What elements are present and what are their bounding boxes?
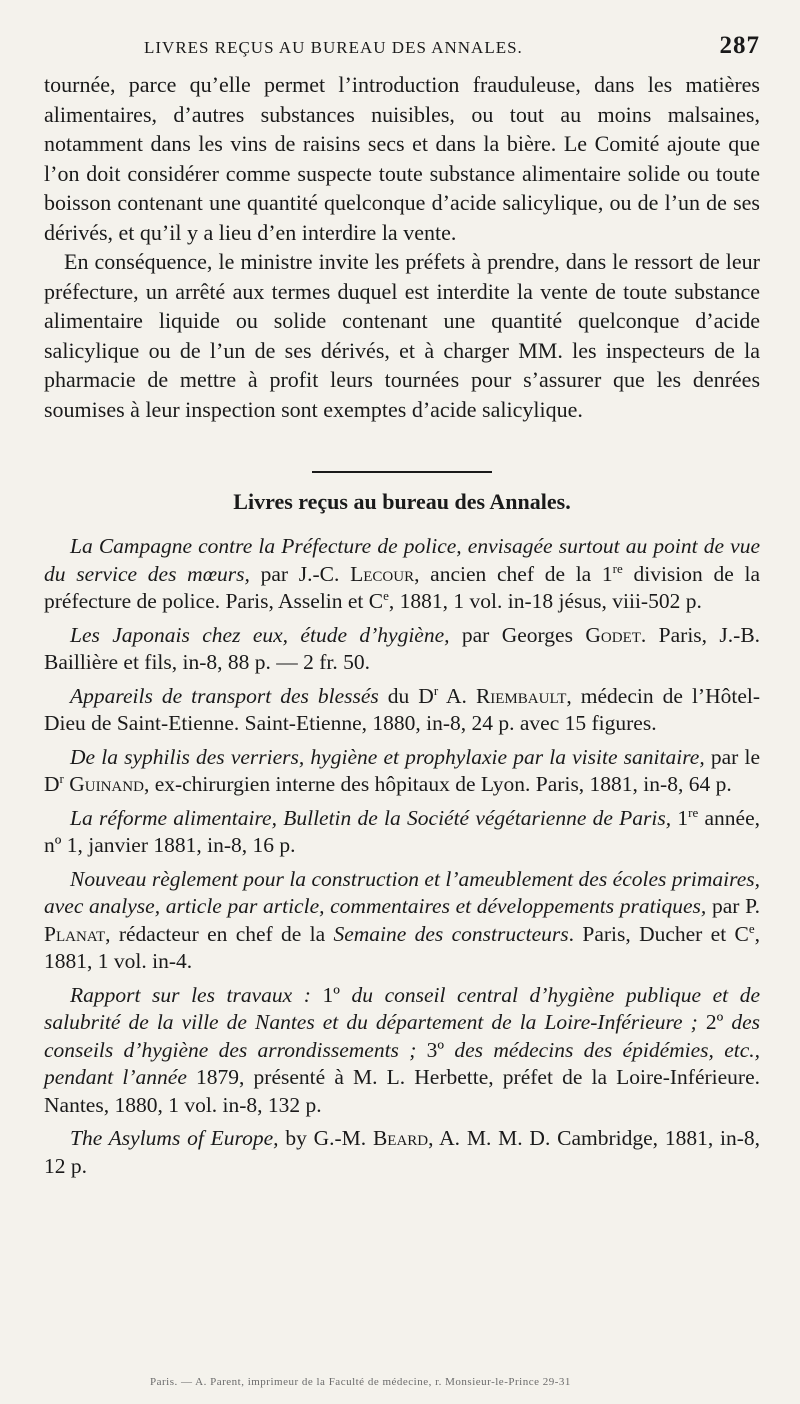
book-by: par le D <box>44 744 761 796</box>
running-head-title: LIVRES REÇUS AU BUREAU DES ANNALES. <box>144 38 523 57</box>
book-author: Riembault <box>475 683 567 708</box>
superscript: r <box>433 682 439 698</box>
book-details: , rédacteur en chef de la <box>105 921 334 946</box>
book-details: , 1881, 1 vol. in-18 jésus, viii-502 p. <box>388 589 702 613</box>
page <box>44 30 760 1186</box>
book-author: Godet <box>585 622 641 647</box>
superscript: r <box>59 770 64 786</box>
book-details: division de la préfecture de police. Paris, Asselin et C <box>44 561 761 613</box>
book-entry <box>44 982 760 1120</box>
book-title: Rapport sur les travaux : <box>70 982 311 1007</box>
book-author: Lecour <box>350 561 415 586</box>
book-title: La réforme alimentaire, Bulletin de la Société végétarienne de Paris, <box>70 805 672 830</box>
part-number: 2º <box>705 1010 724 1034</box>
superscript: e <box>748 920 755 936</box>
section-divider <box>312 471 492 473</box>
book-details: , 1881, 1 vol. in-4. <box>44 921 760 973</box>
part-number: 3º <box>426 1037 445 1062</box>
book-entry <box>44 805 760 860</box>
book-details: . Paris, Ducher et C <box>568 921 749 946</box>
book-details: , médecin de l’Hôtel-Dieu de Saint-Etienne. Saint-Etienne, 1880, in-8, 24 p. avec 15 figures. <box>44 683 761 735</box>
book-details: année, nº 1, janvier 1881, in-8, 16 p. <box>44 805 760 857</box>
book-entry <box>44 1125 760 1180</box>
book-entry <box>44 622 760 677</box>
book-part: des conseils d’hygiène des arrondissements ; <box>44 1010 760 1062</box>
book-title: Les Japonais chez eux, étude d’hygiène, <box>70 622 450 647</box>
book-title: Nouveau règlement pour la construction et l’ameublement des écoles primaires, avec analyse, article par article, commentaires et développements pratiques, <box>44 866 760 918</box>
printer-footer: Paris. — A. Parent, imprimeur de la Faculté de médecine, r. Monsieur-le-Prince 29-31 <box>150 1376 571 1388</box>
book-author: Beard <box>372 1126 429 1150</box>
book-by: par P. <box>711 894 761 918</box>
book-entry <box>44 533 760 616</box>
book-author: Guinand <box>69 772 144 796</box>
book-by: du D <box>387 683 434 708</box>
book-details: 1 <box>671 805 689 830</box>
book-entry <box>44 866 760 976</box>
book-entry <box>44 744 760 799</box>
book-by: by G.-M. <box>285 1126 367 1150</box>
book-details: , A. M. M. D. Cambridge, 1881, in-8, 12 p. <box>44 1126 760 1178</box>
book-by: A. <box>438 683 467 708</box>
book-details: . Paris, J.-B. Baillière et fils, in-8, 88 p. — 2 fr. 50. <box>44 622 761 674</box>
book-list <box>44 533 760 1180</box>
paragraph: tournée, parce qu’elle permet l’introduction frauduleuse, dans les matières alimentaires, d’autres substances nuisibles, ou tout au moins malsaines, notamment dans les vins de raisins secs et dans la bière. Le Comité ajoute que l’on doit considérer comme suspecte toute substance alimentaire solide ou toute boisson contenant une quantité quelconque d’acide salicylique, ou de l’un de ses dérivés, et qu’il y a lieu d’en interdire la vente. <box>44 72 760 245</box>
journal-title: Semaine des constructeurs <box>333 921 569 946</box>
page-number: 287 <box>719 32 760 59</box>
body-text <box>44 70 760 424</box>
superscript: re <box>612 560 623 576</box>
book-title: La Campagne contre la Préfecture de police, envisagée surtout au point de vue du service des mœurs, <box>44 534 760 586</box>
book-title: The Asylums of Europe, <box>70 1126 279 1150</box>
book-details: , ex-chirurgien interne des hôpitaux de Lyon. Paris, 1881, in-8, 64 p. <box>143 772 732 796</box>
section-title: Livres reçus au bureau des Annales. <box>233 489 571 514</box>
book-details: 1879, présenté à M. L. Herbette, préfet de la Loire-Inférieure. Nantes, 1880, 1 vol. in-8, 132 p. <box>44 1065 760 1117</box>
superscript: e <box>383 587 389 603</box>
book-entry <box>44 683 760 738</box>
book-by: par J.-C. <box>260 561 340 586</box>
running-head <box>44 30 760 70</box>
book-part: des médecins des épidémies, etc., pendant l’année <box>44 1037 761 1089</box>
book-details: , ancien chef de la 1 <box>414 561 613 586</box>
part-number: 1º <box>322 982 340 1007</box>
book-by: par Georges <box>461 622 573 647</box>
book-title: Appareils de transport des blessés <box>70 683 379 708</box>
book-title: De la syphilis des verriers, hygiène et prophylaxie par la visite sanitaire, <box>70 744 705 769</box>
book-part: du conseil central d’hygiène publique et de salubrité de la ville de Nantes et du département de la Loire-Inférieure ; <box>44 982 761 1034</box>
paragraph: En conséquence, le ministre invite les préfets à prendre, dans le ressort de leur préfecture, un arrêté aux termes duquel est interdite la vente de toute substance alimentaire liquide ou solide contenant une quantité quelconque d’acide salicylique ou de l’un de ses dérivés, et à charger MM. les inspecteurs de la pharmacie de mettre à profit leurs tournées pour s’assurer que les denrées soumises à leur inspection sont exemptes d’acide salicylique. <box>44 249 760 422</box>
book-author: Planat <box>44 921 106 946</box>
superscript: re <box>688 804 699 820</box>
